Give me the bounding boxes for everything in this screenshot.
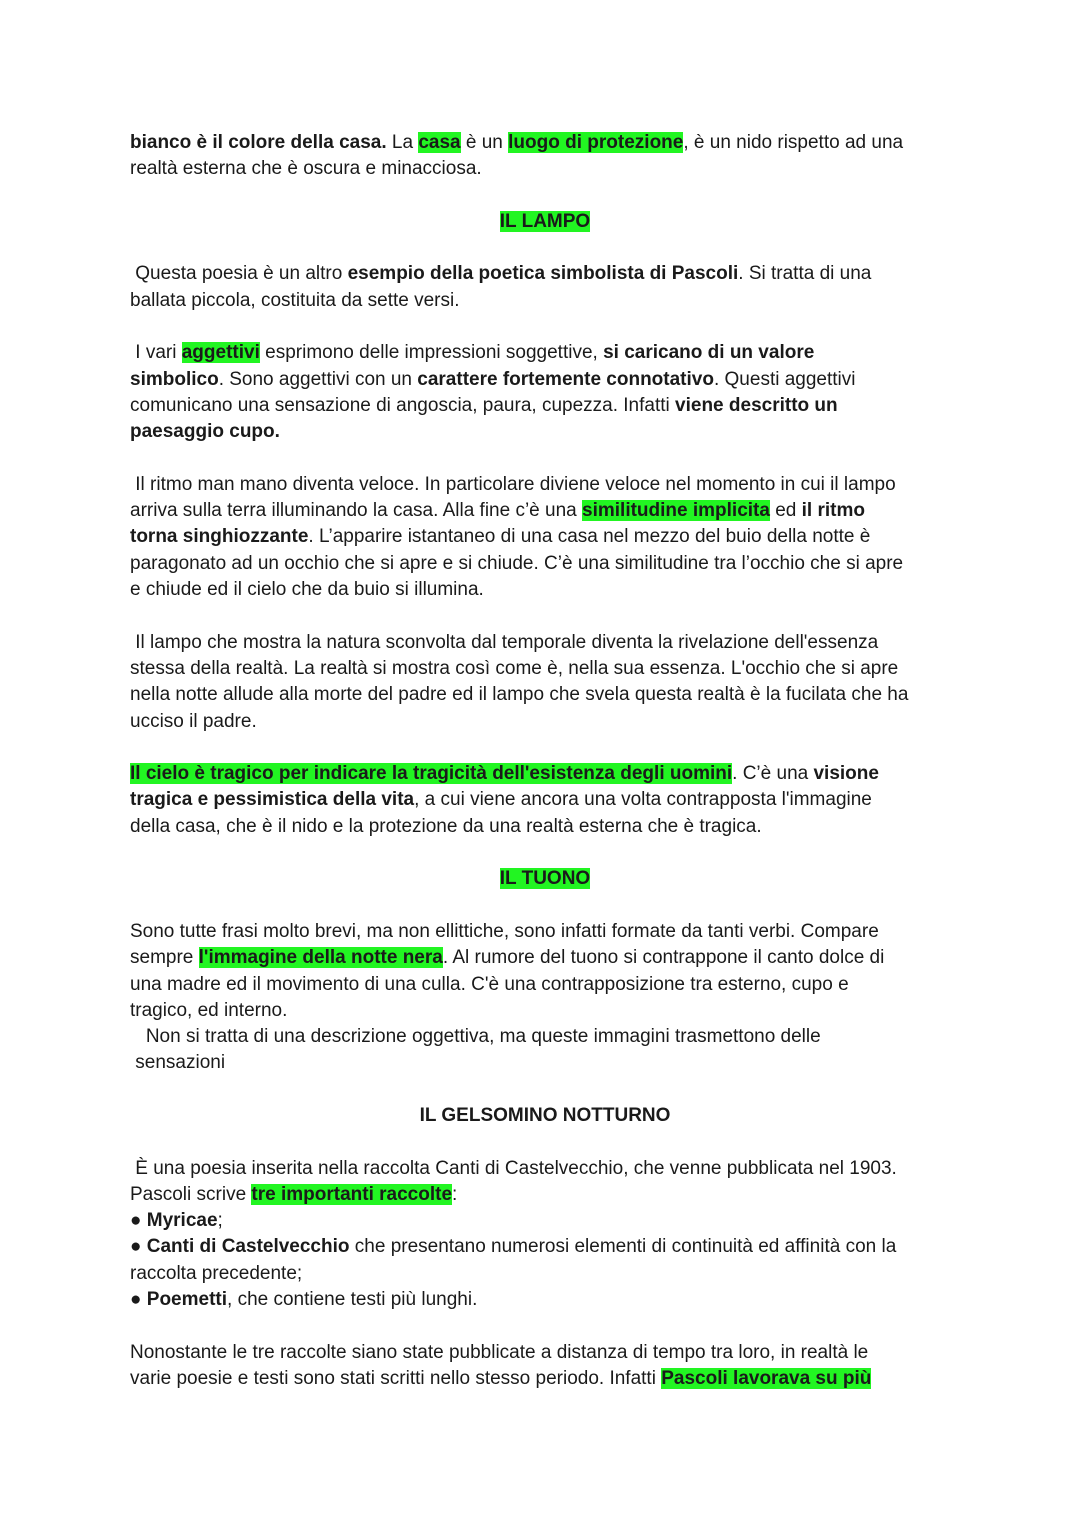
text-line (130, 656, 960, 682)
text-run: ● (130, 1289, 147, 1311)
text-run: ed (769, 500, 802, 522)
text-run: , a cui viene ancora una volta contrapposta l'immagine (414, 789, 872, 811)
bold-text: Canti di Castelvecchio (146, 1236, 350, 1258)
section-heading (130, 209, 960, 235)
highlighted-text: luogo di protezione (508, 132, 684, 153)
text-run: : (452, 1183, 458, 1205)
paragraph (130, 340, 960, 445)
bold-text: si caricano di un valore (603, 342, 815, 364)
bold-text: simbolico (130, 368, 219, 390)
bold-text: Myricae (146, 1210, 218, 1232)
paragraph (130, 761, 960, 840)
paragraph (130, 630, 960, 735)
text-run: . Al rumore del tuono si contrappone il canto dolce di (442, 947, 885, 969)
text-line (130, 945, 960, 971)
paragraph (130, 1340, 960, 1393)
text-run: esprimono delle impressioni soggettive, (259, 342, 604, 364)
text-run: ballata piccola, costituita da sette versi. (130, 289, 460, 311)
highlighted-text: casa (418, 132, 461, 153)
paragraph (130, 919, 960, 1077)
text-line (130, 393, 960, 419)
text-run: È una poesia inserita nella raccolta Canti di Castelvecchio, che venne pubblicata nel 1903. (130, 1157, 897, 1179)
bold-text: visione (813, 763, 879, 785)
text-line (130, 288, 960, 314)
document-page (130, 130, 960, 1419)
text-run: ● (130, 1210, 147, 1232)
bold-text: Poemetti (146, 1289, 228, 1311)
text-line (130, 367, 960, 393)
bold-text: paesaggio cupo. (130, 421, 280, 443)
text-line (130, 1050, 960, 1076)
text-run: sensazioni (130, 1052, 226, 1074)
text-run: ● (130, 1236, 147, 1258)
text-run: realtà esterna che è oscura e minacciosa. (130, 158, 482, 180)
text-run: . Si tratta di una (738, 263, 872, 285)
text-line (130, 814, 960, 840)
text-run: . L’apparire istantaneo di una casa nel mezzo del buio della notte è (308, 526, 871, 548)
text-run: . Questi aggettivi (713, 368, 856, 390)
text-run: è un (460, 132, 509, 153)
text-run: Questa poesia è un altro (130, 263, 348, 285)
text-run: comunicano una sensazione di angoscia, paura, cupezza. Infatti (130, 394, 676, 416)
bold-text: IL GELSOMINO NOTTURNO (419, 1104, 671, 1126)
text-line (130, 866, 960, 892)
text-line (130, 1261, 960, 1287)
text-run: , è un nido rispetto ad una (683, 132, 904, 153)
text-line (130, 787, 960, 813)
bold-text: tragica e pessimistica della vita (130, 789, 415, 811)
text-run: nella notte allude alla morte del padre ed il lampo che svela questa realtà è la fucilata che ha (130, 684, 909, 706)
text-line (130, 472, 960, 498)
highlighted-text: Il cielo è tragico per indicare la tragicità dell'esistenza degli uomini (130, 763, 733, 785)
text-line (130, 761, 960, 787)
bold-text: esempio della poetica simbolista di Pascoli (347, 263, 739, 285)
text-run: , che contiene testi più lunghi. (227, 1289, 478, 1311)
text-line (130, 156, 960, 182)
text-line (130, 1340, 960, 1366)
highlighted-text: similitudine implicita (582, 500, 770, 522)
text-run: una madre ed il movimento di una culla. C'è una contrapposizione tra esterno, cupo e (130, 973, 849, 995)
text-run: La (386, 132, 419, 153)
paragraph (130, 472, 960, 603)
text-run: stessa della realtà. La realtà si mostra così come è, nella sua essenza. L'occhio che si apre (130, 657, 899, 679)
paragraph (130, 1156, 960, 1314)
text-line (130, 998, 960, 1024)
text-run: Sono tutte frasi molto brevi, ma non ellittiche, sono infatti formate da tanti verbi. Compare (130, 920, 879, 942)
text-run: Nonostante le tre raccolte siano state pubblicate a distanza di tempo tra loro, in realtà le (130, 1341, 869, 1363)
text-run: arriva sulla terra illuminando la casa. Alla fine c’è una (130, 500, 583, 522)
text-run: . Sono aggettivi con un (218, 368, 418, 390)
section-heading (130, 866, 960, 892)
text-run: Non si tratta di una descrizione oggettiva, ma queste immagini trasmettono delle (130, 1026, 821, 1048)
text-line (130, 1024, 960, 1050)
text-run: raccolta precedente; (130, 1262, 303, 1284)
highlighted-text: IL TUONO (499, 868, 591, 890)
text-line (130, 1366, 960, 1392)
text-line (130, 551, 960, 577)
text-run: sempre (130, 947, 199, 969)
highlighted-text: Pascoli lavorava su più (661, 1367, 872, 1389)
text-line (130, 682, 960, 708)
highlighted-text: l'immagine della notte nera (198, 947, 443, 969)
text-line (130, 524, 960, 550)
text-line (130, 261, 960, 287)
text-run: ucciso il padre. (130, 710, 257, 732)
text-line (130, 1182, 960, 1208)
text-line (130, 130, 960, 156)
text-line (130, 709, 960, 735)
text-line (130, 577, 960, 603)
highlighted-text: IL LAMPO (499, 210, 591, 232)
highlighted-text: aggettivi (181, 342, 260, 364)
text-run: I vari (130, 342, 182, 364)
text-run: . C’è una (732, 763, 814, 785)
text-line (130, 1234, 960, 1260)
text-line (130, 1208, 960, 1234)
text-run: tragico, ed interno. (130, 999, 288, 1021)
bold-text: il ritmo (801, 500, 865, 522)
text-line (130, 419, 960, 445)
section-heading (130, 1103, 960, 1129)
bold-text: carattere fortemente connotativo (417, 368, 714, 390)
paragraph (130, 130, 960, 183)
text-run: Il lampo che mostra la natura sconvolta dal temporale diventa la rivelazione dell'essenza (130, 631, 879, 653)
text-line (130, 972, 960, 998)
text-line (130, 630, 960, 656)
bold-text: bianco è il colore della casa. (130, 132, 387, 153)
text-run: varie poesie e testi sono stati scritti nello stesso periodo. Infatti (130, 1367, 662, 1389)
text-run: paragonato ad un occhio che si apre e si chiude. C’è una similitudine tra l’occhio che si apre (130, 552, 904, 574)
text-line (130, 1156, 960, 1182)
text-line (130, 340, 960, 366)
text-line (130, 209, 960, 235)
text-run: che presentano numerosi elementi di continuità ed affinità con la (349, 1236, 897, 1258)
bold-text: torna singhiozzante (130, 526, 309, 548)
text-line (130, 919, 960, 945)
text-line (130, 1287, 960, 1313)
highlighted-text: tre importanti raccolte (251, 1183, 453, 1205)
text-run: Pascoli scrive (130, 1183, 252, 1205)
text-run: e chiude ed il cielo che da buio si illumina. (130, 579, 484, 601)
bold-text: viene descritto un (675, 394, 838, 416)
text-line (130, 1103, 960, 1129)
text-run: ; (217, 1210, 223, 1232)
text-run: della casa, che è il nido e la protezione da una realtà esterna che è tragica. (130, 815, 762, 837)
text-line (130, 498, 960, 524)
paragraph (130, 261, 960, 314)
text-run: Il ritmo man mano diventa veloce. In particolare diviene veloce nel momento in cui il lampo (130, 473, 896, 495)
